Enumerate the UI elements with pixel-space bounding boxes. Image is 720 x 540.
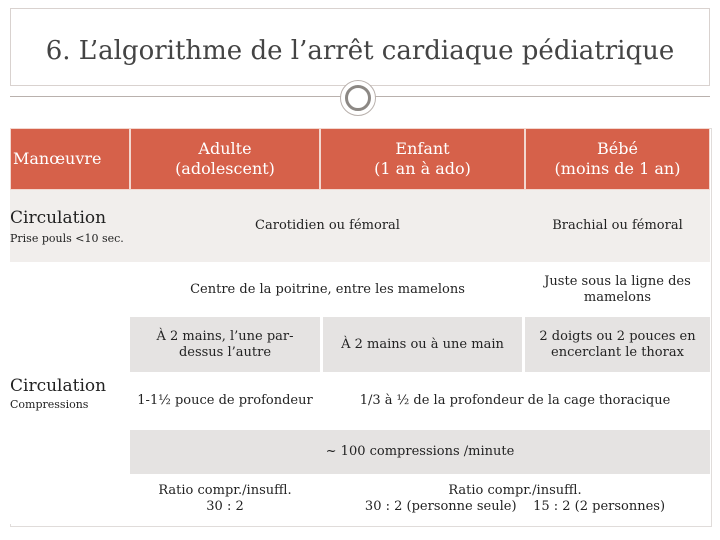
depth-adult-cell xyxy=(130,372,320,430)
rate-cell xyxy=(130,430,710,474)
header-adulte xyxy=(130,128,320,190)
ratio-child-two: 15 : 2 (2 personnes) xyxy=(533,499,666,514)
depth-adult: 1-1½ pouce de profondeur xyxy=(137,393,313,408)
hands-baby-cell xyxy=(525,317,710,372)
ratio-child-line1: Ratio compr./insuffl. xyxy=(448,483,582,498)
pulse-adult-child: Carotidien ou fémoral xyxy=(255,218,400,233)
compression-sublabel: Compressions xyxy=(10,397,89,411)
ratio-adult-cell xyxy=(130,474,320,524)
pulse-label: Circulation xyxy=(10,207,107,228)
depth-child-baby: 1/3 à ½ de la profondeur de la cage thoracique xyxy=(359,393,671,408)
hands-adult-cell xyxy=(130,317,320,372)
ratio-child-line2 xyxy=(365,499,665,515)
compression-label-cell xyxy=(10,262,130,524)
hands-adult: À 2 mains, l’une par-dessus l’autre xyxy=(156,328,294,360)
header-manoeuvre-label: Manœuvre xyxy=(13,149,102,168)
hands-baby: 2 doigts ou 2 pouces en encerclant le thorax xyxy=(539,328,696,360)
ratio-child-baby-cell xyxy=(320,474,710,524)
header-enfant xyxy=(320,128,525,190)
pulse-baby-cell xyxy=(525,190,710,262)
header-bebe-label: Bébé (moins de 1 an) xyxy=(554,139,681,178)
ratio-child-single: 30 : 2 (personne seule) xyxy=(364,499,517,514)
pulse-adult-child-cell xyxy=(130,190,525,262)
ratio-adult-line2: 30 : 2 xyxy=(206,499,244,514)
hands-child-cell xyxy=(320,317,525,372)
location-baby-cell xyxy=(525,262,710,317)
header-adulte-label: Adulte (adolescent) xyxy=(175,139,275,178)
pulse-baby: Brachial ou fémoral xyxy=(552,218,683,233)
header-bebe xyxy=(525,128,710,190)
ratio-adult-line1: Ratio compr./insuffl. xyxy=(158,483,292,498)
pulse-sublabel: Prise pouls <10 sec. xyxy=(10,231,124,245)
hands-child: À 2 mains ou à une main xyxy=(341,336,504,352)
decorative-circle-icon xyxy=(340,80,376,116)
location-adult-child: Centre de la poitrine, entre les mamelons xyxy=(190,281,465,297)
depth-child-baby-cell xyxy=(320,372,710,430)
slide-title: 6. L’algorithme de l’arrêt cardiaque pédiatrique xyxy=(45,36,675,66)
header-manoeuvre xyxy=(10,128,130,190)
header-enfant-label: Enfant (1 an à ado) xyxy=(374,139,471,178)
pulse-label-cell xyxy=(10,190,130,262)
location-adult-child-cell xyxy=(130,262,525,317)
rate: ~ 100 compressions /minute xyxy=(325,444,515,459)
compression-label: Circulation xyxy=(10,375,107,396)
location-baby: Juste sous la ligne des mamelons xyxy=(544,273,691,305)
